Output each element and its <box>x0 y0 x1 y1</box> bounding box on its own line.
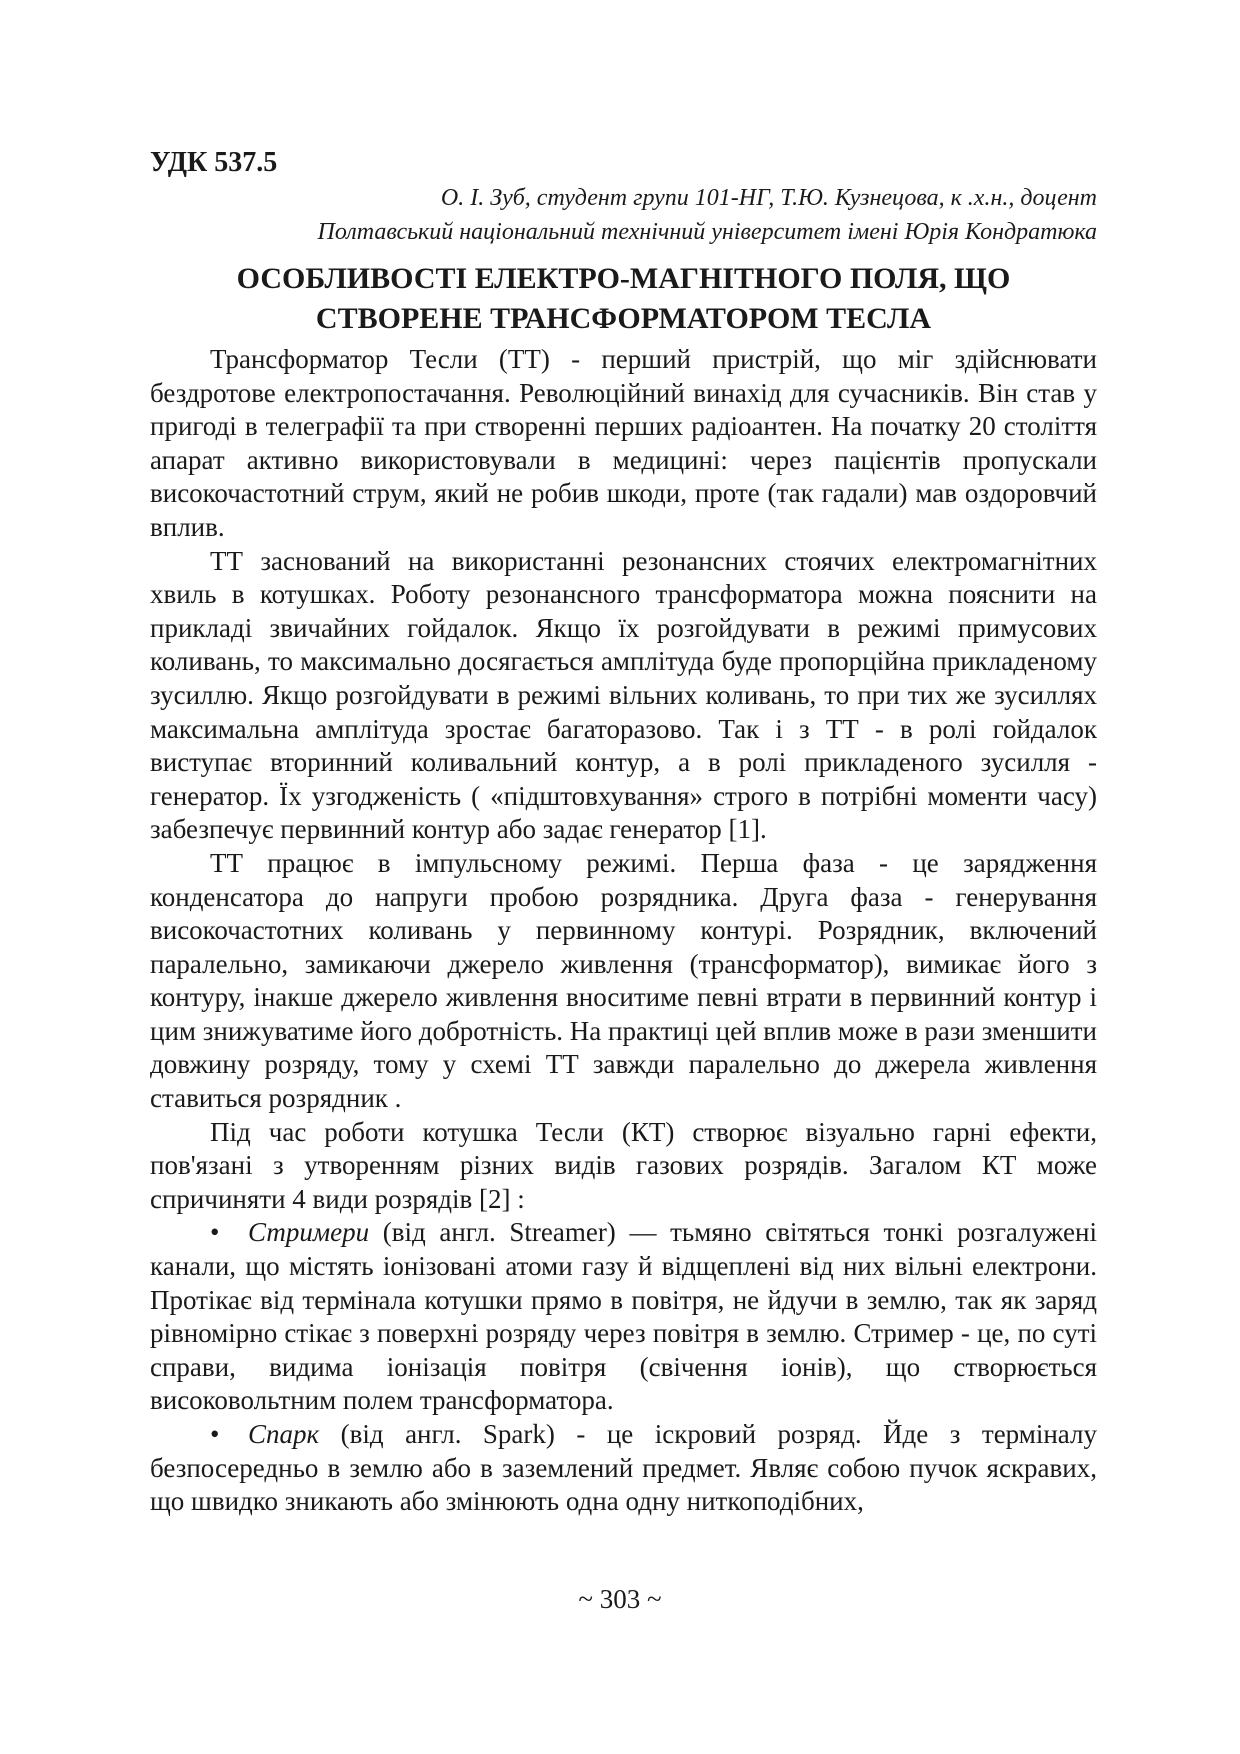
paragraph-1: Трансформатор Тесли (ТТ) - перший пристрій, що міг здійснювати бездротове електропостачання. Революційний винахід для сучасників. Він став у пригоді в телеграфії та при створенні перших радіоантен. На початку 20 століття апарат активно використовували в медицині: через пацієнтів пропускали високочастотний струм, який не робив шкоди, проте (так гадали) мав оздоровчий вплив. <box>150 344 1097 542</box>
bullet-marker: • <box>210 1217 220 1248</box>
udk-code: УДК 537.5 <box>150 147 278 178</box>
paragraph-2: ТТ заснований на використанні резонансних стоячих електромагнітних хвиль в котушках. Роботу резонансного трансформатора можна пояснити на прикладі звичайних гойдалок. Якщо їх розгойдувати в режимі примусових коливань, то максимально досягається амплітуда буде пропорційна прикладеному зусиллю. Якщо розгойдувати в режимі вільних коливань, то при тих же зусиллях максимальна амплітуда зростає багаторазово. Так і з ТТ - в ролі гойдалок виступає вторинний коливальний контур, а в ролі прикладеного зусилля - генератор. Їх узгодженість ( «підштовхування» строго в потрібні моменти часу) забезпечує первинний контур або задає генератор [1]. <box>150 545 1097 845</box>
bullet-item-spark <box>150 1418 1097 1519</box>
paragraph-3: ТТ працює в імпульсному режимі. Перша фаза - це зарядження конденсатора до напруги пробою розрядника. Друга фаза - генерування високочастотних коливань у первинному контурі. Розрядник, включений паралельно, замикаючи джерело живлення (трансформатор), вимикає його з контуру, інакше джерело живлення вноситиме певні втрати в первинний контур і цим знижуватиме його добротність. На практиці цей вплив може в рази зменшити довжину розряду, тому у схемі ТТ завжди паралельно до джерела живлення ставиться розрядник . <box>150 847 1097 1114</box>
paper-title <box>150 259 1097 339</box>
bullet-term: Стримери <box>248 1217 370 1248</box>
bullet-text: (від англ. Spark) - це іскровий розряд. Йде з терміналу безпосередньо в землю або в заземлений предмет. Являє собою пучок яскравих, що швидко зникають або змінюють одна одну ниткоподібних, <box>150 1419 1097 1517</box>
bullet-item-streamers <box>150 1216 1097 1418</box>
page-number: ~ 303 ~ <box>578 1584 662 1614</box>
bullet-term: Спарк <box>248 1419 320 1449</box>
authors-line: О. І. Зуб, студент групи 101-НГ, Т.Ю. Кузнецова, к .х.н., доцент <box>440 185 1097 211</box>
title-line-2: СТВОРЕНЕ ТРАНСФОРМАТОРОМ ТЕСЛА <box>315 302 932 335</box>
paper-page <box>150 145 1097 1519</box>
title-line-1: ОСОБЛИВОСТІ ЕЛЕКТРО-МАГНІТНОГО ПОЛЯ, ЩО <box>236 262 1011 295</box>
affiliation-line: Полтавський національний технічний університет імені Юрія Кондратюка <box>317 219 1097 245</box>
bullet-text: (від англ. Streamer) — тьмяно світяться тонкі розгалужені канали, що містять іонізовані атоми газу й відщеплені від них вільні електрони. Протікає від термінала котушки прямо в повітря, не йдучи в землю, так як заряд рівномірно стікає з поверхні розряду через повітря в землю. Стример - це, по суті справи, видима іонізація повітря (свічення іонів), що створюється високовольтним полем трансформатора. <box>150 1217 1097 1416</box>
paragraph-4: Під час роботи котушка Тесли (КТ) створює візуально гарні ефекти, пов'язані з утворенням різних видів газових розрядів. Загалом КТ може спричиняти 4 види розрядів [2] : <box>150 1116 1097 1214</box>
bullet-marker: • <box>210 1419 220 1449</box>
